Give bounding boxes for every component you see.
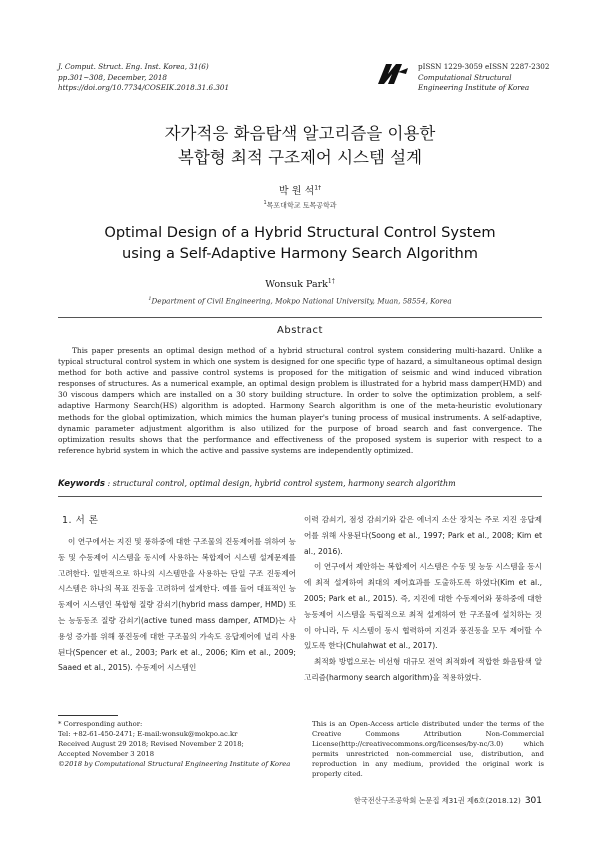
korean-title-line-1: 자가적응 화음탐색 알고리즘을 이용한	[164, 124, 436, 143]
section-heading-introduction: 1. 서 론	[62, 515, 99, 526]
english-author	[0, 278, 600, 290]
publisher-line-2: Engineering Institute of Korea	[418, 83, 530, 92]
korean-affiliation	[0, 200, 600, 210]
doi-link[interactable]: https://doi.org/10.7734/COSEIK.2018.31.6.301	[58, 83, 230, 92]
copyright-notice: ©2018 by Computational Structural Engineering Institute of Korea	[58, 760, 291, 768]
korean-title	[0, 122, 600, 170]
abstract-body: This paper presents an optimal design method of a hybrid structural control system considering multi-hazard. Unlike a typical structural control system in which one system is designed for one specific type of hazard, a simultaneous optimal design method for both active and passive control systems is proposed for the mitigation of seismic and wind induced vibration responses of structures. As a numerical example, an optimal design problem is illustrated for a hybrid mass damper(HMD) and 30 viscous dampers which are installed on a 30 story building structure. In order to solve the optimization problem, a self-adaptive Harmony Search(HS) algorithm is adopted. Harmony Search algorithm is one of the meta-heuristic evolutionary methods for the global optimization, which mimics the human player's tuning process of musical instruments. A self-adaptive, dynamic parameter adjustment algorithm is also utilized for the purpose of broad search and fast convergence. The optimization results shows that the performance and effectiveness of the proposed system is superior with respect to a reference hybrid system in which the active and passive systems are independently optimized.	[58, 346, 542, 455]
page-number: 301	[524, 796, 542, 806]
intro-paragraph-1-cont: 이력 감쇠기, 점성 감쇠기와 같은 에너지 소산 장치는 주로 지진 응답제어를 위해 사용된다(Soong et al., 1997; Park et al., 2008; Kim et al., 2016).	[304, 515, 542, 556]
english-affiliation	[0, 296, 600, 305]
received-dates: Received August 29 2018; Revised November 2 2018;	[58, 740, 244, 748]
abstract-top-rule	[58, 317, 542, 318]
korean-affiliation-mark: 1	[263, 200, 267, 206]
keywords-bottom-rule	[58, 496, 542, 497]
intro-paragraph-1: 이 연구에서는 지진 및 풍하중에 대한 구조물의 진동제어를 위하여 능동 및 수동제어 시스템을 동시에 사용하는 복합제어 시스템 설계문제를 고려한다. 일반적으로 하나의 시스템만을 사용하는 단일 구조 진동제어 시스템은 하나의 목표 진동을 고려하여 설계한다. 예를 들어 대표적인 능동제어 시스템인 복합형 질량 감쇠기(hybrid mass damper, HMD) 또는 능동동조 질량 감쇠기(active tuned mass damper, ATMD)는 사용성 증가를 위해 풍진동에 대한 구조물의 가속도 응답제어에 널리 사용된다(Spencer et al., 2003; Park et al., 2006; Kim et al., 2009; Saaed et al., 2015). 수동제어 시스템인	[58, 537, 296, 673]
right-column	[304, 512, 542, 686]
english-author-mark: 1†	[327, 278, 335, 285]
intro-paragraph-3: 최적화 방법으로는 비선형 대규모 전역 최적화에 적합한 화음탐색 알고리즘(harmony search algorithm)을 적용하였다.	[304, 657, 542, 682]
corresponding-author-label: * Corresponding author:	[58, 720, 143, 728]
contact-info: Tel: +82-61-450-2471; E-mail:wonsuk@mokpo.ac.kr	[58, 730, 238, 738]
korean-author-mark: 1†	[314, 184, 322, 192]
journal-citation	[58, 62, 229, 94]
author-footnote	[58, 719, 296, 769]
english-affiliation-mark: 1	[148, 296, 152, 302]
intro-paragraph-2: 이 연구에서 제안하는 복합제어 시스템은 수동 및 능동 시스템을 동시에 최적 설계하여 최대의 제어효과를 도출하도록 하였다(Kim et al., 2005; Park et al., 2015). 즉, 지진에 대한 수동제어와 풍하중에 대한 능동제어 시스템을 독립적으로 최적 설계하여 한 구조물에 설치하는 것이 아니라, 두 시스템이 동시 협력하여 지진과 풍진동을 모두 제어할 수 있도록 한다(Chulahwat et al., 2017).	[304, 562, 542, 651]
abstract-heading: Abstract	[277, 325, 323, 336]
english-title	[0, 222, 600, 264]
korean-affiliation-text: 목포대학교 토목공학과	[266, 201, 337, 210]
publisher-line-1: Computational Structural	[418, 72, 512, 82]
left-column	[58, 512, 296, 676]
footnote-rule-left	[58, 715, 118, 716]
korean-title-line-2: 복합형 최적 구조제어 시스템 설계	[177, 148, 423, 167]
citation-line-1: J. Comput. Struct. Eng. Inst. Korea, 31(6)	[58, 62, 209, 71]
page-footer	[354, 796, 542, 806]
english-affiliation-text: Department of Civil Engineering, Mokpo National University, Muan, 58554, Korea	[151, 296, 452, 306]
keywords	[58, 479, 542, 489]
journal-publisher	[418, 62, 549, 94]
korean-author	[0, 182, 600, 197]
english-title-line-2: using a Self-Adaptive Harmony Search Algorithm	[121, 245, 479, 262]
english-author-name: Wonsuk Park	[265, 279, 328, 291]
citation-line-2: pp.301~308, December, 2018	[58, 72, 167, 82]
issn-line: pISSN 1229-3059 eISSN 2287-2302	[418, 62, 550, 71]
coseik-logo-icon	[376, 62, 410, 86]
accepted-date: Accepted November 3 2018	[58, 750, 155, 758]
keywords-text: : structural control, optimal design, hybrid control system, harmony search algorithm	[104, 479, 456, 488]
license-footnote: This is an Open-Access article distributed under the terms of the Creative Commons Attribution Non-Commercial License(http://creativecommons.org/licenses/by-nc/3.0) which permits unrestricted non-commercial use, distribution, and reproduction in any medium, provided the original work is properly cited.	[312, 720, 544, 778]
footer-journal: 한국전산구조공학회 논문집 제31권 제6호(2018.12)	[353, 796, 521, 805]
korean-author-name: 박 원 석	[278, 186, 315, 197]
english-title-line-1: Optimal Design of a Hybrid Structural Control System	[104, 224, 496, 241]
keywords-label: Keywords	[58, 479, 105, 489]
